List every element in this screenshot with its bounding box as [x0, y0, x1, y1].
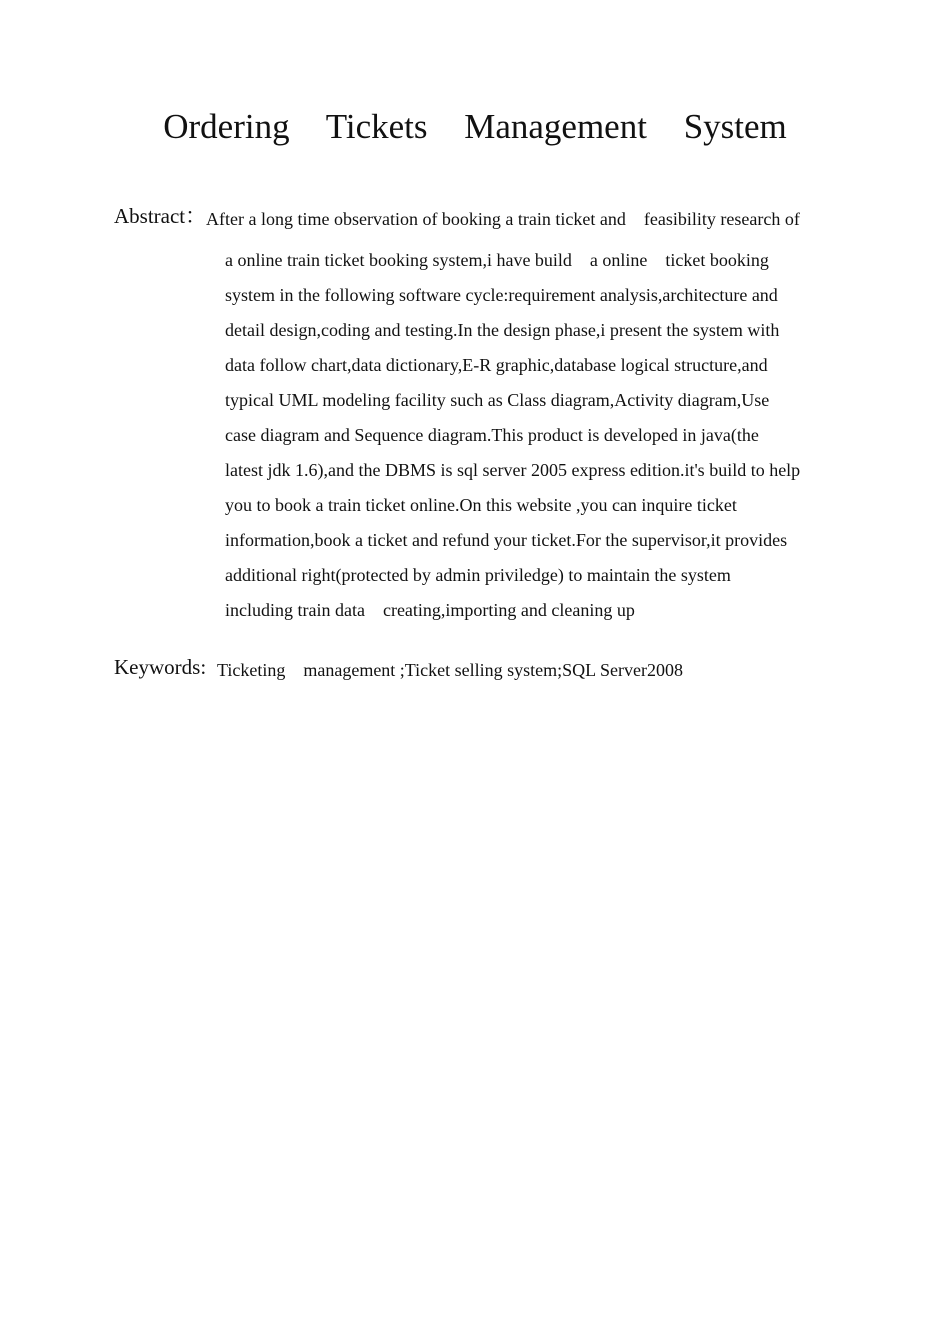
abstract-line: latest jdk 1.6),and the DBMS is sql server 2005 express edition.it's build to help [225, 460, 801, 480]
abstract-line: typical UML modeling facility such as Class diagram,Activity diagram,Use [225, 390, 770, 410]
abstract-line: information,book a ticket and refund your ticket.For the supervisor,it provides [225, 530, 788, 550]
keywords-label: Keywords: [114, 655, 207, 679]
abstract-body [225, 243, 800, 628]
abstract-line: a online train ticket booking system,i have build a online ticket booking [225, 250, 769, 270]
abstract-line: data follow chart,data dictionary,E-R graphic,database logical structure,and [225, 355, 768, 375]
abstract-label: Abstract： [114, 204, 207, 228]
abstract-line: you to book a train ticket online.On this website ,you can inquire ticket [225, 495, 737, 515]
abstract-line: system in the following software cycle:requirement analysis,architecture and [225, 285, 778, 305]
abstract-line: additional right(protected by admin priviledge) to maintain the system [225, 565, 731, 585]
abstract-line: detail design,coding and testing.In the design phase,i present the system with [225, 320, 780, 340]
abstract-line: case diagram and Sequence diagram.This product is developed in java(the [225, 425, 759, 445]
keywords-text: Ticketing management ;Ticket selling system;SQL Server2008 [217, 660, 683, 680]
abstract-first-line: After a long time observation of booking a train ticket and feasibility research of [206, 209, 800, 229]
document-title: Ordering Tickets Management System [163, 107, 787, 146]
abstract-line: including train data creating,importing and cleaning up [225, 600, 635, 620]
